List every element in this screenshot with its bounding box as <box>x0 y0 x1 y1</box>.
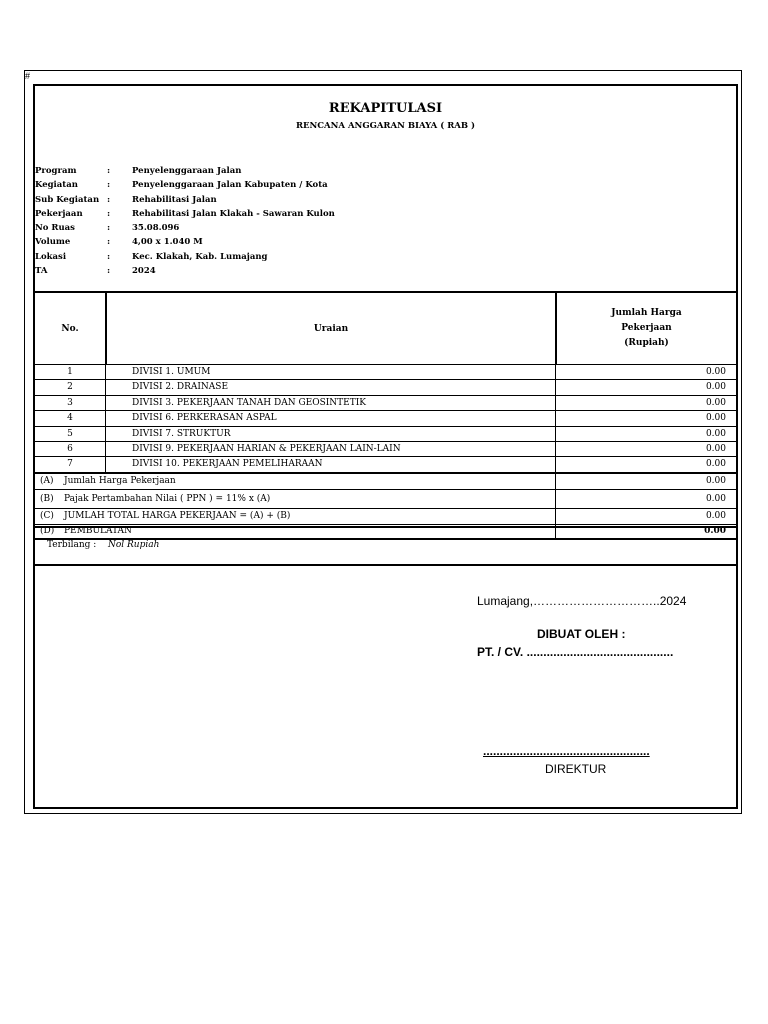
row-amount: 0.00 <box>705 443 726 454</box>
info-separator: : <box>107 223 111 234</box>
row-number: 5 <box>67 428 73 439</box>
info-row-sub-kegiatan <box>35 193 532 207</box>
rab-table <box>35 291 736 540</box>
terbilang-section <box>35 526 736 566</box>
info-value: 2024 <box>132 266 156 277</box>
company-name: PT. / CV. ............................................ <box>477 645 674 659</box>
summary-row-a <box>35 474 736 490</box>
info-label: Pekerjaan <box>35 208 83 219</box>
made-by-label: DIBUAT OLEH : <box>537 627 626 641</box>
row-description: DIVISI 2. DRAINASE <box>132 382 229 393</box>
header-no: No. <box>61 323 79 334</box>
info-row-program <box>35 164 532 178</box>
header-jumlah-line1: Jumlah Harga <box>611 308 682 318</box>
row-number: 2 <box>67 382 73 393</box>
row-amount: 0.00 <box>705 428 726 439</box>
summary-description: Jumlah Harga Pekerjaan <box>64 475 176 486</box>
summary-amount: 0.00 <box>705 475 726 486</box>
summary-amount: 0.00 <box>705 510 726 521</box>
info-row-no-ruas <box>35 221 532 235</box>
row-description: DIVISI 9. PEKERJAAN HARIAN & PEKERJAAN LAIN-LAIN <box>132 443 401 454</box>
row-number: 3 <box>67 397 73 408</box>
document-title: REKAPITULASI <box>328 101 443 116</box>
header-jumlah-line2: Pekerjaan <box>621 323 672 333</box>
summary-code: (D) <box>40 525 55 536</box>
row-description: DIVISI 1. UMUM <box>132 367 211 377</box>
header-uraian: Uraian <box>313 323 349 334</box>
info-value: 4,00 x 1.040 M <box>132 237 203 248</box>
info-value: Penyelenggaraan Jalan <box>132 166 242 176</box>
terbilang-label: Terbilang : <box>47 540 97 550</box>
info-value: 35.08.096 <box>132 223 180 234</box>
summary-amount: 0.00 <box>705 493 726 504</box>
place-date: Lumajang,…………………………..2024 <box>477 594 687 608</box>
info-row-lokasi <box>35 250 532 264</box>
table-row <box>35 380 736 395</box>
row-amount: 0.00 <box>705 367 726 377</box>
summary-row-b <box>35 490 736 509</box>
table-row <box>35 365 736 380</box>
row-number: 4 <box>67 413 73 424</box>
hash-mark: # <box>25 71 31 81</box>
signature-line: .................................................. <box>483 744 650 758</box>
row-description: DIVISI 3. PEKERJAAN TANAH DAN GEOSINTETIK <box>132 397 367 408</box>
document-subtitle: RENCANA ANGGARAN BIAYA ( RAB ) <box>295 121 476 131</box>
info-row-ta <box>35 264 532 278</box>
row-number: 6 <box>67 443 73 454</box>
info-label: Sub Kegiatan <box>35 194 100 205</box>
info-value: Penyelenggaraan Jalan Kabupaten / Kota <box>132 180 328 191</box>
document-frame <box>33 84 738 809</box>
header-jumlah-line3: (Rupiah) <box>624 338 669 348</box>
summary-code: (B) <box>40 493 54 504</box>
info-row-kegiatan <box>35 178 532 192</box>
info-separator: : <box>107 266 111 277</box>
summary-code: (C) <box>40 510 54 521</box>
info-label: No Ruas <box>35 223 75 234</box>
header-jumlah <box>557 293 736 364</box>
info-separator: : <box>107 180 111 191</box>
info-separator: : <box>107 194 111 205</box>
info-separator: : <box>107 208 111 219</box>
summary-code: (A) <box>40 475 54 486</box>
info-row-pekerjaan <box>35 207 532 221</box>
info-label: Program <box>35 166 77 176</box>
row-amount: 0.00 <box>705 413 726 424</box>
info-value: Rehabilitasi Jalan <box>132 194 217 205</box>
summary-description: PEMBULATAN <box>64 525 132 536</box>
info-separator: : <box>107 166 111 176</box>
table-row <box>35 427 736 442</box>
info-separator: : <box>107 251 111 262</box>
summary-description: Pajak Pertambahan Nilai ( PPN ) = 11% x (A) <box>64 493 271 504</box>
row-amount: 0.00 <box>705 382 726 393</box>
info-separator: : <box>107 237 111 248</box>
summary-row-c <box>35 509 736 525</box>
summary-description: JUMLAH TOTAL HARGA PEKERJAAN = (A) + (B) <box>64 510 291 521</box>
info-value: Kec. Klakah, Kab. Lumajang <box>132 251 268 262</box>
row-description: DIVISI 10. PEKERJAAN PEMELIHARAAN <box>132 459 323 470</box>
table-row <box>35 396 736 411</box>
row-description: DIVISI 6. PERKERASAN ASPAL <box>132 413 277 424</box>
table-row <box>35 411 736 426</box>
row-number: 7 <box>67 459 73 470</box>
row-amount: 0.00 <box>705 397 726 408</box>
summary-amount-total: 0.00 <box>704 525 726 536</box>
row-number: 1 <box>67 367 73 377</box>
project-info <box>35 164 532 278</box>
info-value: Rehabilitasi Jalan Klakah - Sawaran Kulon <box>132 208 335 219</box>
info-row-volume <box>35 235 532 249</box>
info-label: Lokasi <box>35 251 67 262</box>
table-row <box>35 442 736 457</box>
signer-position: DIREKTUR <box>545 762 607 776</box>
info-label: Kegiatan <box>35 180 78 191</box>
row-description: DIVISI 7. STRUKTUR <box>132 428 231 439</box>
info-label: TA <box>35 266 48 277</box>
row-amount: 0.00 <box>705 459 726 470</box>
info-label: Volume <box>35 237 71 248</box>
table-header <box>35 293 736 365</box>
terbilang-value: Nol Rupiah <box>108 540 160 550</box>
table-row <box>35 457 736 473</box>
